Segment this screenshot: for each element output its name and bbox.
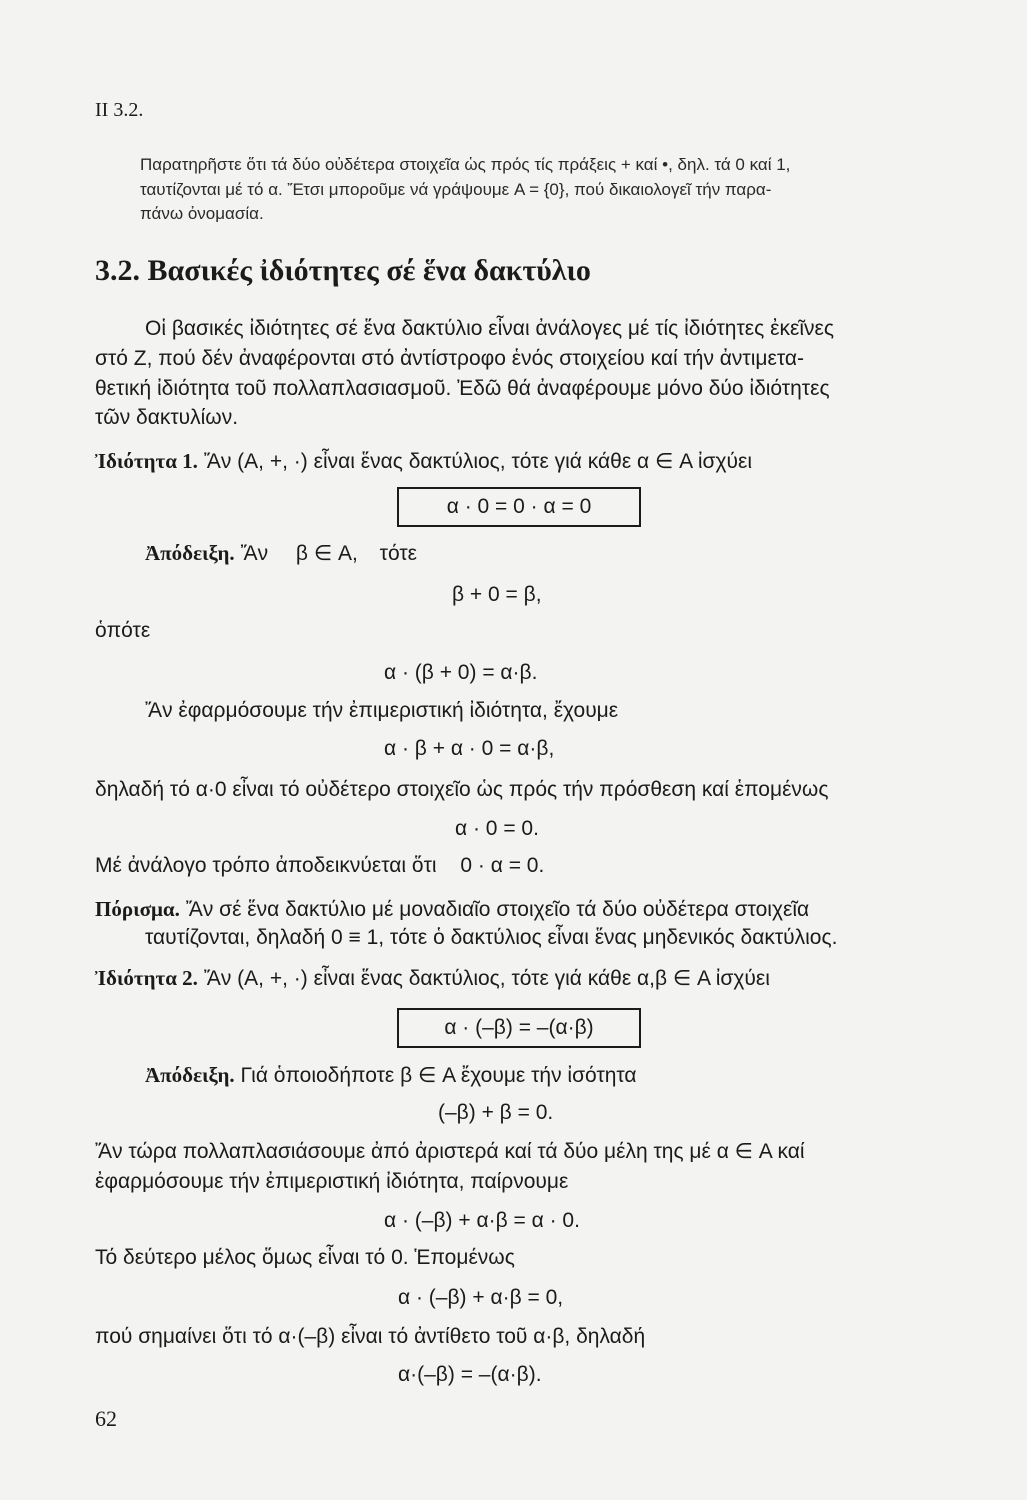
proof-2-eq-3: α · (–β) + α·β = 0, — [398, 1286, 564, 1309]
intro-line-4: τῶν δακτυλίων. — [95, 406, 239, 429]
corollary-text-1: Ἄν σέ ἕνα δακτύλιο μέ μοναδιαῖο στοιχεῖο τά δύο οὐδέτερα στοιχεῖα — [185, 898, 810, 921]
proof-2-line-5: πού σημαίνει ὅτι τό α·(–β) εἶναι τό ἀντίθετο τοῦ α·β, δηλαδή — [95, 1325, 646, 1348]
proof-1-then: τότε — [379, 542, 417, 565]
property-2 — [95, 965, 770, 992]
proof-1-if: Ἄν — [240, 542, 269, 565]
proof-2-line-2: Ἄν τώρα πολλαπλασιάσουμε ἀπό ἀριστερά καί τά δύο μέλη της μέ α ∈ A καί — [95, 1140, 805, 1163]
intro-line-3: θετική ἰδιότητα τοῦ πολλαπλασιασμοῦ. Ἐδῶ θά ἀναφέρουμε μόνο δύο ἰδιότητες — [95, 377, 830, 400]
corollary-label: Πόρισμα. — [95, 897, 180, 921]
proof-1-line-4-text: Μέ ἀνάλογο τρόπο ἀποδεικνύεται ὅτι — [95, 854, 437, 877]
note-line-1: Παρατηρῆστε ὅτι τά δύο οὐδέτερα στοιχεῖα ὡς πρός τίς πράξεις + καί •, δηλ. τά 0 καί 1, — [140, 155, 791, 174]
proof-1-line-2: Ἄν ἐφαρμόσουμε τήν ἐπιμεριστική ἰδιότητα, ἔχουμε — [145, 699, 619, 722]
property-1-label: Ἰδιότητα 1. — [95, 449, 198, 473]
section-title: 3.2. Βασικές ἰδιότητες σέ ἕνα δακτύλιο — [95, 254, 591, 287]
property-2-statement: Ἄν (A, +, ·) εἶναι ἕνας δακτύλιος, τότε γιά κάθε α,β ∈ A ἰσχύει — [203, 967, 770, 990]
proof-2-line-1 — [145, 1062, 637, 1089]
property-2-boxed-formula: α · (–β) = –(α·β) — [397, 1008, 641, 1048]
proof-2-line-4: Τό δεύτερο μέλος ὅμως εἶναι τό 0. Ἑπομένως — [95, 1246, 515, 1269]
corollary-line-2: ταυτίζονται, δηλαδή 0 ≡ 1, τότε ὁ δακτύλιος εἶναι ἕνας μηδενικός δακτύλιος. — [145, 926, 838, 949]
intro-line-1: Οἱ βασικές ἰδιότητες σέ ἕνα δακτύλιο εἶναι ἀνάλογες μέ τίς ἰδιότητες ἐκεῖνες — [145, 317, 834, 340]
proof-1-eq-1: β + 0 = β, — [452, 583, 542, 606]
proof-1-line-4 — [95, 853, 544, 879]
proof-1-eq-4: α · 0 = 0. — [455, 817, 539, 840]
proof-2-eq-4: α·(–β) = –(α·β). — [398, 1363, 542, 1386]
proof-2-text-1: Γιά ὁποιοδήποτε β ∈ A ἔχουμε τήν ἰσότητα — [240, 1064, 637, 1087]
proof-2-eq-1: (–β) + β = 0. — [438, 1101, 554, 1124]
proof-1-label: Ἀπόδειξη. — [145, 541, 235, 565]
proof-1-eq-2: α · (β + 0) = α·β. — [384, 661, 538, 684]
running-head: II 3.2. — [95, 99, 144, 121]
proof-1-line-3: δηλαδή τό α·0 εἶναι τό οὐδέτερο στοιχεῖο ὡς πρός τήν πρόσθεση καί ἑπομένως — [95, 778, 829, 801]
property-1-boxed-formula: α · 0 = 0 · α = 0 — [397, 487, 641, 527]
proof-2-eq-2: α · (–β) + α·β = α · 0. — [384, 1209, 580, 1232]
note-line-3: πάνω ὀνομασία. — [140, 204, 264, 223]
proof-1-eq-3: α · β + α · 0 = α·β, — [384, 737, 555, 760]
intro-line-2: στό Z, πού δέν ἀναφέρονται στό ἀντίστροφο ἑνός στοιχείου καί τήν ἀντιμετα- — [95, 347, 804, 370]
property-1 — [95, 448, 752, 475]
proof-2-label: Ἀπόδειξη. — [145, 1063, 235, 1087]
property-2-label: Ἰδιότητα 2. — [95, 966, 198, 990]
proof-1-whence: ὁπότε — [95, 619, 151, 642]
corollary-line-1 — [95, 896, 809, 923]
note-line-2: ταυτίζονται μέ τό α. Ἔτσι μποροῦμε νά γράψουμε A = {0}, πού δικαιολογεῖ τήν παρα- — [140, 180, 772, 199]
proof-1-line-4-math: 0 · α = 0. — [460, 854, 545, 877]
proof-1-line-1 — [145, 540, 417, 567]
property-1-statement: Ἄν (A, +, ·) εἶναι ἕνας δακτύλιος, τότε γιά κάθε α ∈ A ἰσχύει — [203, 450, 752, 473]
proof-2-line-3: ἐφαρμόσουμε τήν ἐπιμεριστική ἰδιότητα, παίρνουμε — [95, 1170, 569, 1193]
page-number: 62 — [95, 1406, 117, 1431]
proof-1-beta-in-a: β ∈ A, — [295, 542, 358, 565]
